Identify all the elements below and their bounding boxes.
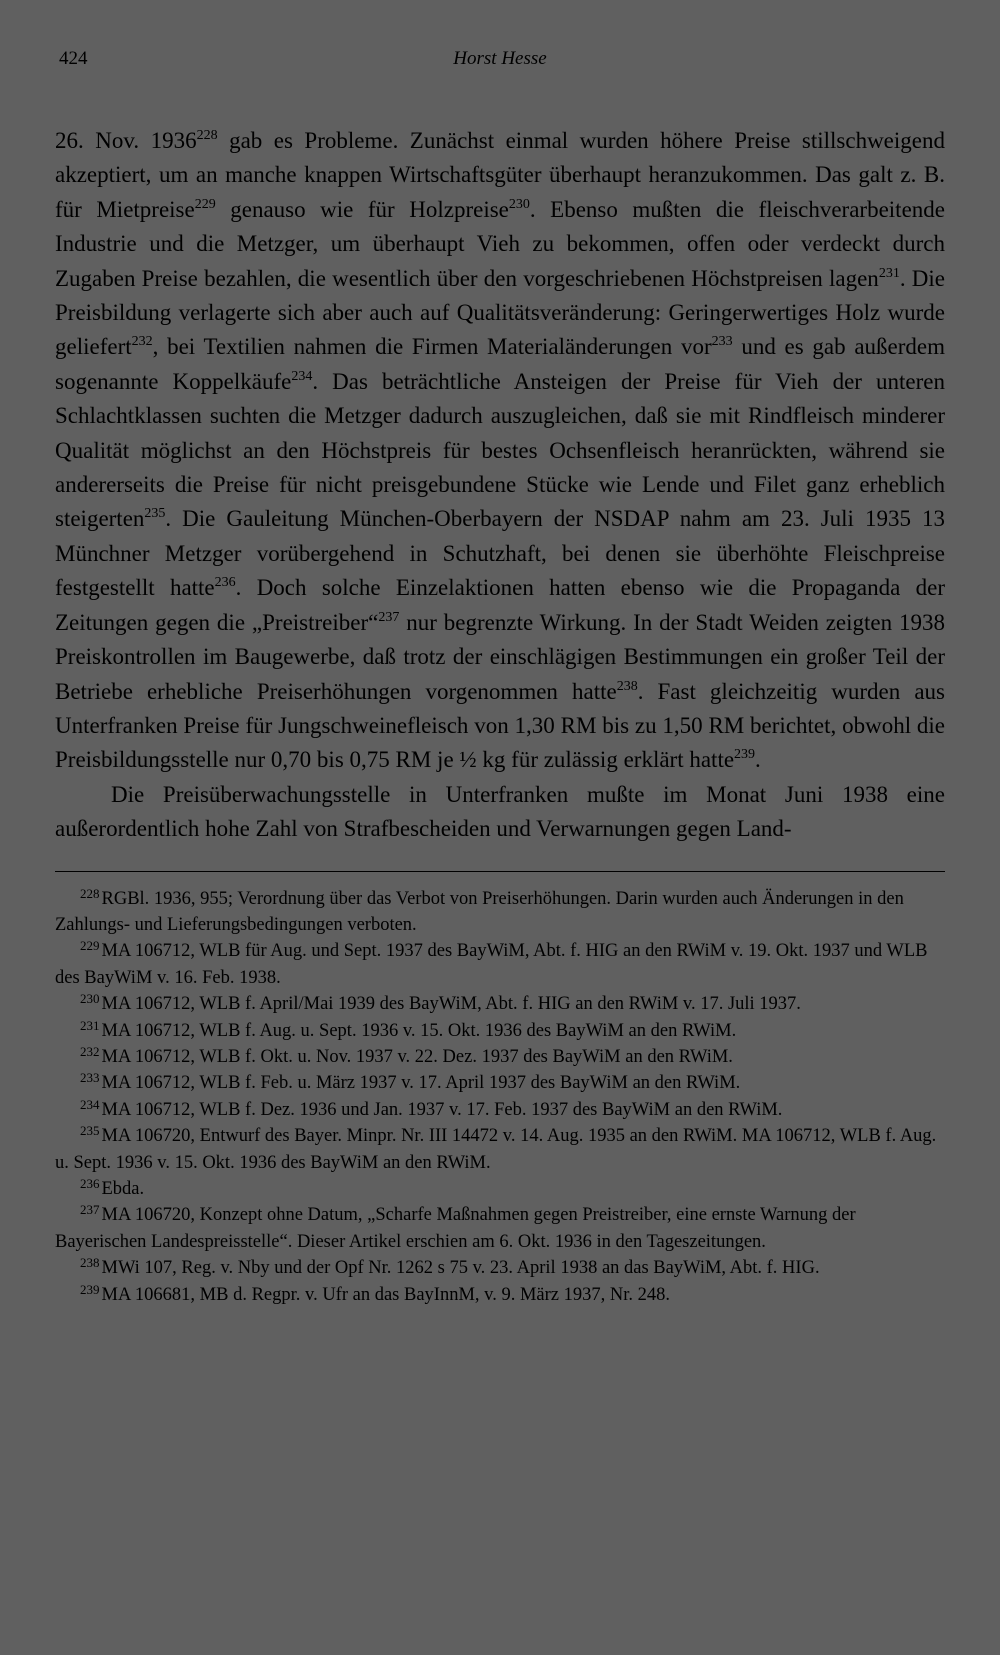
footnote-marker[interactable]: 237 <box>378 609 400 625</box>
footnote-number: 239 <box>80 1281 100 1297</box>
footnote-text: RGBl. 1936, 955; Verordnung über das Verbot von Preiserhöhungen. Darin wurden auch Änderungen in den Zahlungs- und Lieferungsbedingungen verboten. <box>55 888 904 935</box>
footnote <box>55 1176 945 1202</box>
text-run: , bei Textilien nahmen die Firmen Materialänderungen vor <box>152 334 712 360</box>
text-run: . <box>755 747 761 773</box>
footnote-text: MA 106681, MB d. Regpr. v. Ufr an das BayInnM, v. 9. März 1937, Nr. 248. <box>101 1284 670 1305</box>
paragraph-2: Die Preisüberwachungsstelle in Unterfranken mußte im Monat Juni 1938 eine außerordentlich hohe Zahl von Strafbescheiden und Verwarnungen gegen Land- <box>55 781 945 842</box>
text-run: . Die Gauleitung München-Oberbayern der NSDAP nahm am 23. Juli 1935 13 Münchner Metzger vorübergehend in Schutzhaft, bei denen sie überhöhte Fleischpreise festgestellt hatte <box>55 506 945 601</box>
footnotes <box>55 886 945 1309</box>
text-run: genauso wie für Holzpreise <box>215 196 509 222</box>
text-run: 26. Nov. 1936 <box>55 128 197 153</box>
footnote <box>55 1123 945 1176</box>
footnote-text: MA 106720, Entwurf des Bayer. Minpr. Nr. III 14472 v. 14. Aug. 1935 an den RWiM. MA 106712, WLB f. Aug. u. Sept. 1936 v. 15. Okt. 1936 des BayWiM an den RWiM. <box>55 1126 937 1173</box>
text-run: . Ebenso mußten die fleischverarbeitende Industrie und die Metzger, um überhaupt Vieh zu bekommen, offen oder verdeckt durch Zugaben Preise bezahlen, die wesentlich über den vorgeschriebenen Höchstpreisen lagen <box>55 196 945 291</box>
footnote-number: 229 <box>80 938 100 954</box>
text-run: gab es Probleme. Zunächst einmal wurden höhere Preise stillschweigend akzeptiert, um an manche knappen Wirtschaftsgüter überhaupt heranzukommen. Das galt z. B. für Mietpreise <box>55 128 945 222</box>
footnote <box>55 1255 945 1281</box>
footnote-marker[interactable]: 234 <box>291 368 313 384</box>
footnote-text: MA 106712, WLB für Aug. und Sept. 1937 des BayWiM, Abt. f. HIG an den RWiM v. 19. Okt. 1937 und WLB des BayWiM v. 16. Feb. 1938. <box>55 941 928 988</box>
footnote-text: MA 106712, WLB f. Dez. 1936 und Jan. 1937 v. 17. Feb. 1937 des BayWiM an den RWiM. <box>101 1099 783 1120</box>
footnote-text: MA 106712, WLB f. Feb. u. März 1937 v. 17. April 1937 des BayWiM an den RWiM. <box>101 1073 741 1094</box>
footnote-text: MA 106712, WLB f. Okt. u. Nov. 1937 v. 22. Dez. 1937 des BayWiM an den RWiM. <box>101 1046 733 1067</box>
paragraph-1 <box>55 124 945 778</box>
footnote <box>55 938 945 991</box>
footnote-marker[interactable]: 230 <box>508 196 530 212</box>
text-run: . Das beträchtliche Ansteigen der Preise für Vieh der unteren Schlachtklassen suchten die Metzger dadurch auszugleichen, daß sie mit Rindfleisch minderer Qualität möglichst an den Höchstpreis für bestes Ochsenfleisch heranrückten, während sie andererseits die Preise für nicht preisgebundene Stücke wie Lende und Filet ganz erheblich steigerten <box>55 368 945 532</box>
footnote-number: 232 <box>80 1043 100 1059</box>
book-page <box>55 42 945 1308</box>
footnote-text: MWi 107, Reg. v. Nby und der Opf Nr. 1262 s 75 v. 23. April 1938 an das BayWiM, Abt. f. HIG. <box>101 1258 820 1279</box>
footnote-number: 230 <box>80 991 100 1007</box>
footnote <box>55 1097 945 1123</box>
page-header <box>55 42 945 82</box>
footnote-marker[interactable]: 231 <box>878 265 900 281</box>
footnote-number: 236 <box>80 1176 100 1191</box>
main-text <box>55 124 945 847</box>
footnote <box>55 1282 945 1308</box>
footnote <box>55 1070 945 1096</box>
footnote-marker[interactable]: 232 <box>131 334 153 350</box>
footnote-text: Ebda. <box>101 1179 145 1199</box>
footnote-marker[interactable]: 236 <box>214 575 236 591</box>
footnote-marker[interactable]: 235 <box>144 506 166 522</box>
text-run: . Fast gleichzeitig wurden aus Unterfranken Preise für Jungschweinefleisch von 1,30 RM bis zu 1,50 RM berichtet, obwohl die Preisbildungsstelle nur 0,70 bis 0,75 RM je ½ kg für zulässig erklärt hatte <box>55 678 945 773</box>
footnote-marker[interactable]: 228 <box>196 128 218 143</box>
footnote <box>55 991 945 1017</box>
footnote-number: 235 <box>80 1123 100 1139</box>
text-run: nur begrenzte Wirkung. In der Stadt Weiden zeigten 1938 Preiskontrollen im Baugewerbe, daß trotz der einschlägigen Bestimmungen ein großer Teil der Betriebe erhebliche Preiserhöhungen vorgenommen hatte <box>55 609 946 704</box>
text-run: und es gab außerdem sogenannte Koppelkäufe <box>55 334 945 394</box>
footnote-text: MA 106720, Konzept ohne Datum, „Scharfe Maßnahmen gegen Preistreiber, eine ernste Warnung der Bayerischen Landespreisstelle“. Dieser Artikel erschien am 6. Okt. 1936 in den Tageszeitungen. <box>55 1205 856 1252</box>
footnote-text: MA 106712, WLB f. Aug. u. Sept. 1936 v. 15. Okt. 1936 des BayWiM an den RWiM. <box>101 1020 737 1041</box>
footnote-number: 234 <box>80 1096 100 1112</box>
footnote-number: 238 <box>80 1255 100 1271</box>
footnote-marker[interactable]: 233 <box>711 334 733 350</box>
footnote-number: 233 <box>80 1070 100 1086</box>
footnote <box>55 886 945 939</box>
footnote-marker[interactable]: 238 <box>616 678 638 694</box>
text-run: . Doch solche Einzelaktionen hatten ebenso wie die Propaganda der Zeitungen gegen die „Preistreiber“ <box>55 575 945 635</box>
footnote-marker[interactable]: 229 <box>194 196 216 212</box>
page-number: 424 <box>59 48 88 69</box>
footnote-rule <box>55 871 945 872</box>
footnote <box>55 1044 945 1070</box>
running-head: Horst Hesse <box>453 48 547 69</box>
footnote-number: 228 <box>80 885 100 901</box>
footnote-number: 231 <box>80 1017 100 1033</box>
footnote <box>55 1202 945 1255</box>
footnote <box>55 1018 945 1044</box>
footnote-text: MA 106712, WLB f. April/Mai 1939 des BayWiM, Abt. f. HIG an den RWiM v. 17. Juli 1937. <box>101 994 801 1015</box>
text-run: . Die Preisbildung verlagerte sich aber auch auf Qualitätsveränderung: Geringerwertiges Holz wurde geliefert <box>55 265 945 360</box>
footnote-marker[interactable]: 239 <box>734 747 756 763</box>
footnote-number: 237 <box>80 1202 100 1218</box>
